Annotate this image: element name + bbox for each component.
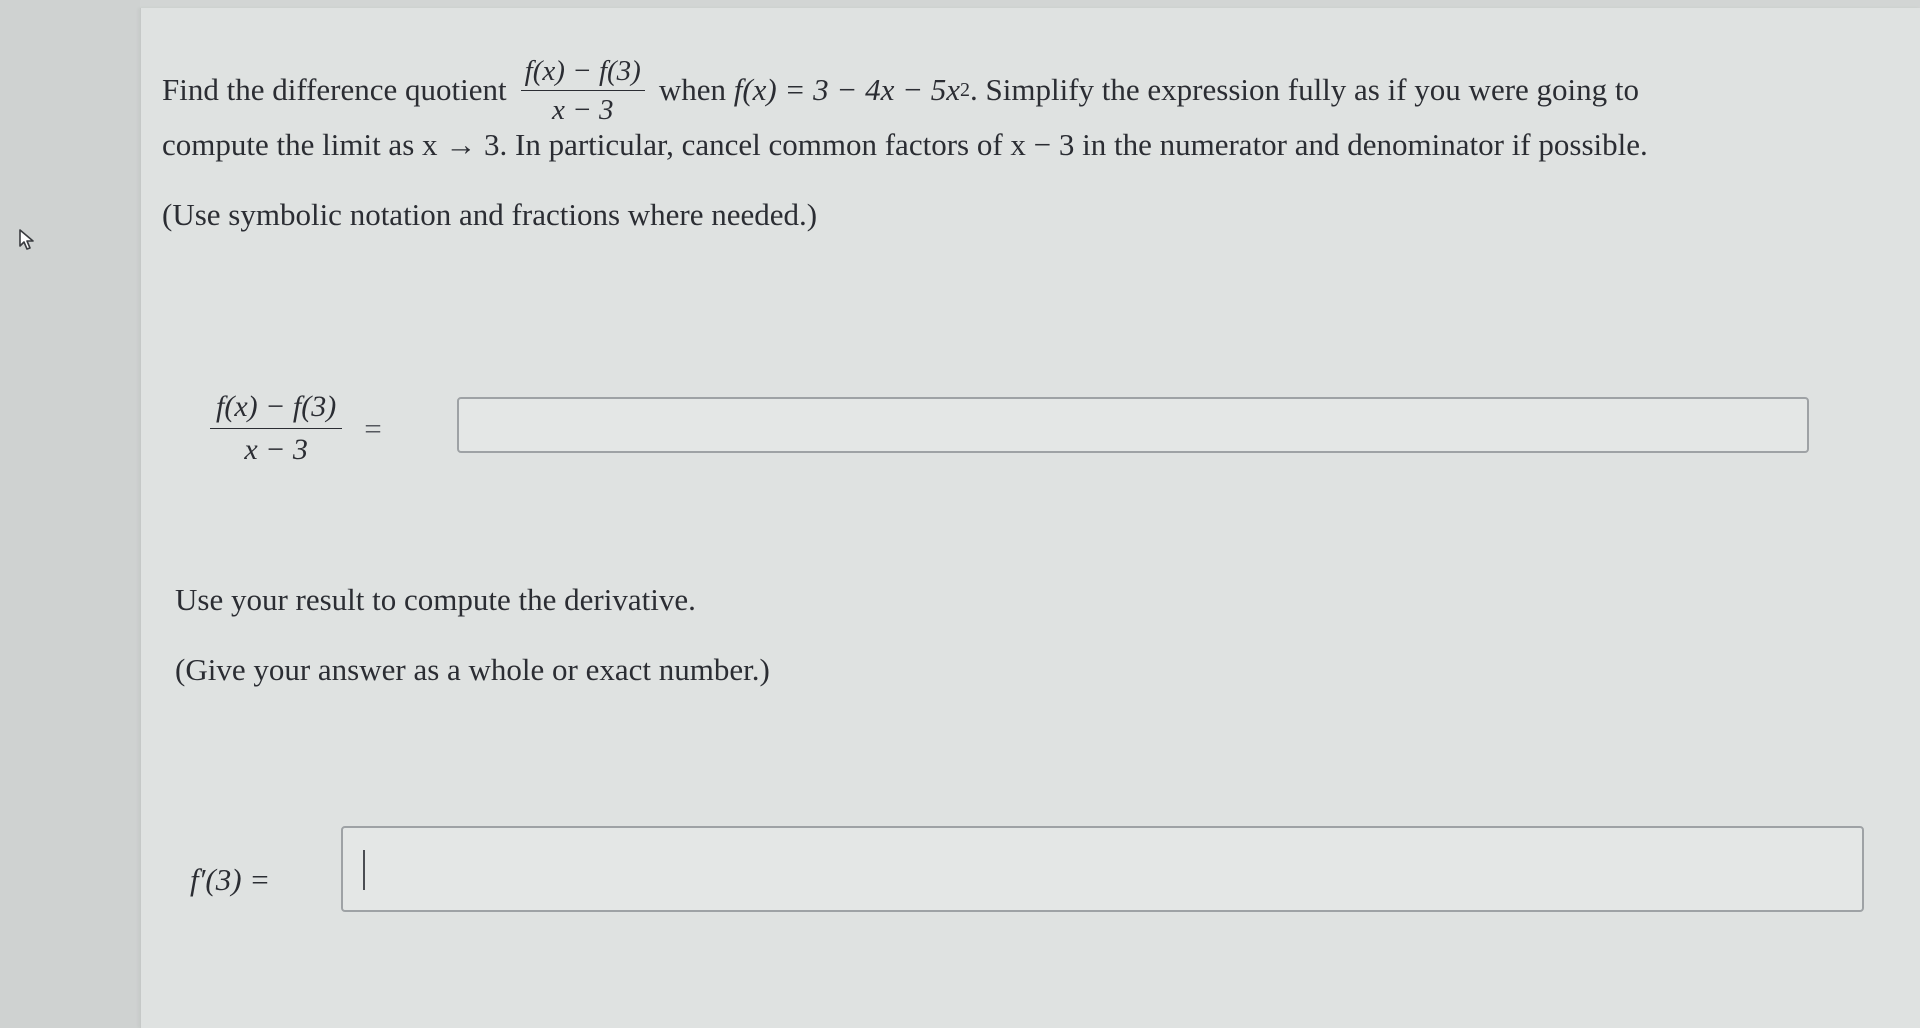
difference-quotient-answer-input[interactable]: [457, 397, 1809, 453]
left-margin: [0, 0, 140, 1028]
derivative-label: f′(3) =: [190, 862, 271, 897]
equals-sign: =: [364, 410, 382, 446]
fraction-numerator: f(x) − f(3): [521, 54, 645, 91]
simplify-text: . Simplify the expression fully as if you were going to: [970, 72, 1640, 107]
fraction-denominator: x − 3: [552, 93, 614, 126]
label-denominator: x − 3: [244, 433, 308, 466]
intro-text: Find the difference quotient: [162, 72, 507, 107]
mouse-pointer-icon: [18, 228, 38, 252]
label-numerator: f(x) − f(3): [210, 390, 342, 429]
derivative-prompt: Use your result to compute the derivative.: [175, 582, 696, 617]
question-text: [162, 54, 1862, 232]
question-line-2: compute the limit as x → 3. In particular, cancel common factors of x − 3 in the numerator and denominator if possible.: [162, 127, 1648, 162]
when-text: when: [658, 72, 726, 107]
question-line-1: [162, 55, 1862, 125]
difference-quotient-label: [210, 390, 382, 467]
label-fraction: [210, 390, 342, 467]
derivative-hint: (Give your answer as a whole or exact number.): [175, 652, 770, 687]
derivative-answer-input[interactable]: [341, 826, 1864, 912]
text-caret: [363, 850, 365, 890]
difference-quotient-fraction: [521, 54, 645, 127]
exponent: 2: [960, 79, 971, 101]
question-line-3: (Use symbolic notation and fractions where needed.): [162, 197, 818, 232]
function-definition: f(x) = 3 − 4x − 5x: [733, 72, 961, 107]
